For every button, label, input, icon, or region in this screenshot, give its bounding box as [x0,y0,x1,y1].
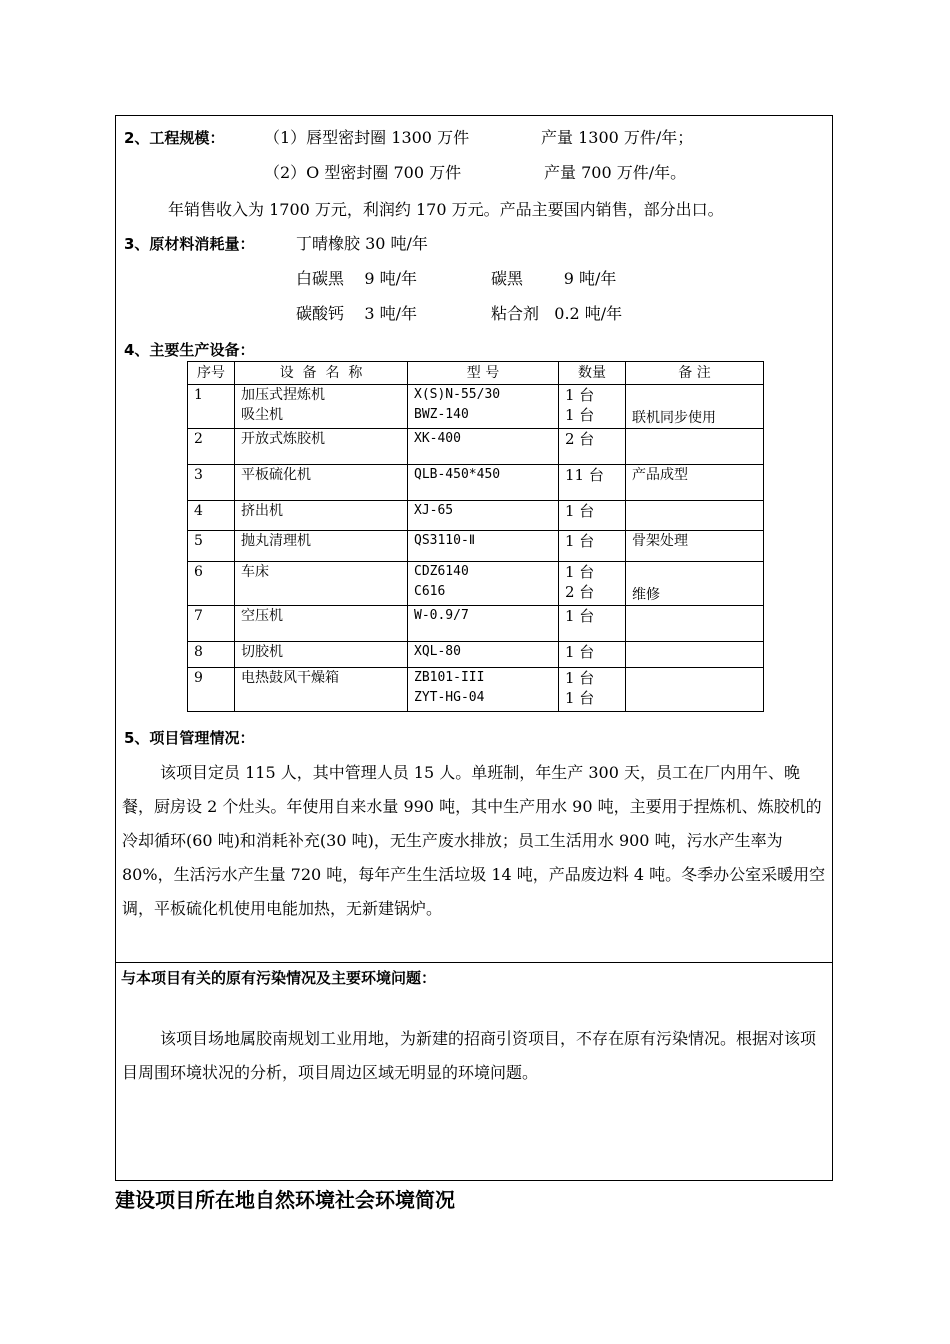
row-name: 车床 [235,562,408,606]
row-model: QLB-450*450 [408,465,559,501]
row-qty: 1 台 1 台 [559,668,626,712]
row-note: 产品成型 [626,465,764,501]
row-model: XQL-80 [408,642,559,668]
row-no: 5 [188,531,235,562]
equipment-table [187,361,764,712]
material-white-carbon: 白碳黑 9 吨/年 [296,269,418,288]
scale-label: 2、工程规模： [124,129,225,147]
table-row [188,531,764,562]
scale-item-1: （1）唇型密封圈 1300 万件 [264,128,470,147]
header-qty: 数量 [559,362,626,385]
form-frame [115,115,833,1181]
pollution-text: 该项目场地属胶南规划工业用地，为新建的招商引资项目，不存在原有污染情况。根据对该项目周围环境状况的分析，项目周边区域无明显的环境问题。 [122,1029,817,1082]
row-qty: 1 台 [559,531,626,562]
row-note [626,429,764,465]
row-model: QS3110-Ⅱ [408,531,559,562]
row-qty: 11 台 [559,465,626,501]
pollution-label: 与本项目有关的原有污染情况及主要环境问题： [121,969,437,987]
row-no: 8 [188,642,235,668]
row-note: 联机同步使用 [626,385,764,429]
material-calcium-carbonate: 碳酸钙 3 吨/年 [296,304,418,323]
header-note: 备 注 [626,362,764,385]
row-name: 开放式炼胶机 [235,429,408,465]
row-name: 挤出机 [235,501,408,531]
material-carbon-black: 碳黑 9 吨/年 [491,269,617,288]
scale-output-1: 产量 1300 万件/年； [541,128,694,147]
sales-text: 年销售收入为 1700 万元，利润约 170 万元。产品主要国内销售，部分出口。 [168,200,724,219]
row-model: ZB101-III ZYT-HG-04 [408,668,559,712]
row-no: 1 [188,385,235,429]
table-row [188,429,764,465]
table-row [188,501,764,531]
row-note [626,501,764,531]
row-qty: 2 台 [559,429,626,465]
management-label: 5、项目管理情况： [124,729,255,747]
row-note: 骨架处理 [626,531,764,562]
table-row [188,385,764,429]
scale-output-2: 产量 700 万件/年。 [544,163,687,182]
row-qty: 1 台 [559,642,626,668]
table-row [188,606,764,642]
row-no: 4 [188,501,235,531]
row-model: X(S)N-55/30 BWZ-140 [408,385,559,429]
row-qty: 1 台 [559,501,626,531]
header-model: 型 号 [408,362,559,385]
material-nitrile: 丁晴橡胶 30 吨/年 [296,234,428,253]
equipment-header-row [188,362,764,385]
row-no: 9 [188,668,235,712]
row-no: 2 [188,429,235,465]
scale-item-2: （2）O 型密封圈 700 万件 [264,163,462,182]
row-name: 空压机 [235,606,408,642]
row-name: 加压式捏炼机 吸尘机 [235,385,408,429]
table-row [188,668,764,712]
row-model: XJ-65 [408,501,559,531]
row-no: 3 [188,465,235,501]
row-model: XK-400 [408,429,559,465]
row-no: 7 [188,606,235,642]
row-name: 电热鼓风干燥箱 [235,668,408,712]
equipment-label: 4、主要生产设备： [124,341,255,359]
row-model: W-0.9/7 [408,606,559,642]
row-qty: 1 台 [559,606,626,642]
section-divider [116,962,832,963]
row-name: 平板硫化机 [235,465,408,501]
management-text: 该项目定员 115 人，其中管理人员 15 人。单班制，年生产 300 天，员工在厂内用午、晚餐，厨房设 2 个灶头。年使用自来水量 990 吨，其中生产用水 90 吨，主要用于捏炼机、炼胶机的冷却循环(60 吨)和消耗补充(30 吨)，无生产废水排放；员工生活用水 900 吨，污水产生率为 80%，生活污水产生量 720 吨，每年产生生活垃圾 14 吨，产品废边料 4 吨。冬季办公室采暖用空调，平板硫化机使用电能加热，无新建锅炉。 [122,763,826,918]
row-qty: 1 台 2 台 [559,562,626,606]
row-note: 维修 [626,562,764,606]
row-name: 抛丸清理机 [235,531,408,562]
scale-row-1 [124,128,224,148]
material-adhesive: 粘合剂 0.2 吨/年 [491,304,623,323]
table-row [188,562,764,606]
row-no: 6 [188,562,235,606]
row-note [626,668,764,712]
row-note [626,606,764,642]
row-note [626,642,764,668]
row-model: CDZ6140 C616 [408,562,559,606]
next-section-heading: 建设项目所在地自然环境社会环境简况 [115,1188,455,1212]
header-name: 设 备 名 称 [235,362,408,385]
table-row [188,465,764,501]
row-qty: 1 台 1 台 [559,385,626,429]
row-name: 切胶机 [235,642,408,668]
table-row [188,642,764,668]
header-no: 序号 [188,362,235,385]
materials-label: 3、原材料消耗量： [124,235,255,253]
